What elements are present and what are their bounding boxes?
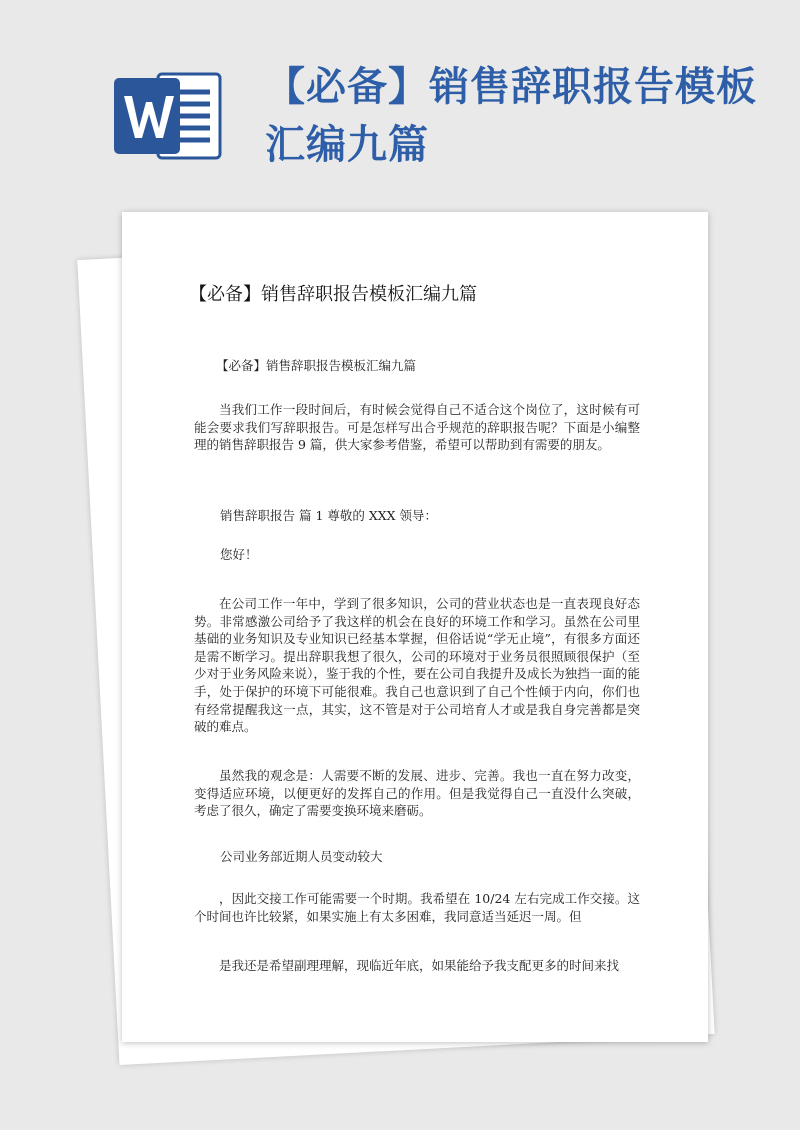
doc-paragraph-body-4: ，因此交接工作可能需要一个时期。我希望在 10/24 左右完成工作交接。这个时间也许比较紧，如果实施上有太多困难，我同意适当延迟一周。但 bbox=[194, 891, 640, 924]
banner-title: 【必备】销售辞职报告模板汇编九篇 bbox=[265, 64, 757, 168]
document-heading: 【必备】销售辞职报告模板汇编九篇 bbox=[189, 284, 477, 305]
doc-paragraph-intro: 当我们工作一段时间后，有时候会觉得自己不适合这个岗位了，这时候有可能会要求我们写辞职报告。可是怎样写出合乎规范的辞职报告呢？下面是小编整理的销售辞职报告 9 篇，供大家参考借鉴，希望可以帮助到有需要的朋友。 bbox=[194, 402, 640, 453]
doc-paragraph-body-2: 虽然我的观念是：人需要不断的发展、进步、完善。我也一直在努力改变，变得适应环境，以便更好的发挥自己的作用。但是我觉得自己一直没什么突破，考虑了很久，确定了需要变换环境来磨砺。 bbox=[194, 768, 640, 819]
doc-paragraph-body-3: 公司业务部近期人员变动较大 bbox=[220, 849, 383, 864]
doc-paragraph-body-1: 在公司工作一年中，学到了很多知识，公司的营业状态也是一直表现良好态势。非常感激公司给予了我这样的机会在良好的环境工作和学习。虽然在公司里基础的业务知识及专业知识已经基本掌握，但俗话说“学无止境”，有很多方面还是需不断学习。提出辞职我想了很久，公司的环境对于业务员很照顾很保护（至少对于业务风险来说），鉴于我的个性，要在公司自我提升及成长为独挡一面的能手，处于保护的环境下可能很难。我自己也意识到了自己个性倾于内向，你们也有经常提醒我这一点，其实，这不管是对于公司培育人才或是我自身完善都是突破的难点。 bbox=[194, 596, 640, 735]
doc-paragraph-salutation: 销售辞职报告 篇 1 尊敬的 XXX 领导： bbox=[220, 508, 438, 523]
doc-paragraph-title: 【必备】销售辞职报告模板汇编九篇 bbox=[216, 358, 417, 373]
document-page bbox=[122, 212, 708, 1042]
doc-paragraph-greeting: 您好！ bbox=[220, 547, 258, 562]
word-doc-icon bbox=[112, 70, 224, 162]
doc-paragraph-body-5: 是我还是希望副理理解，现临近年底，如果能给予我支配更多的时间来找 bbox=[219, 958, 620, 973]
